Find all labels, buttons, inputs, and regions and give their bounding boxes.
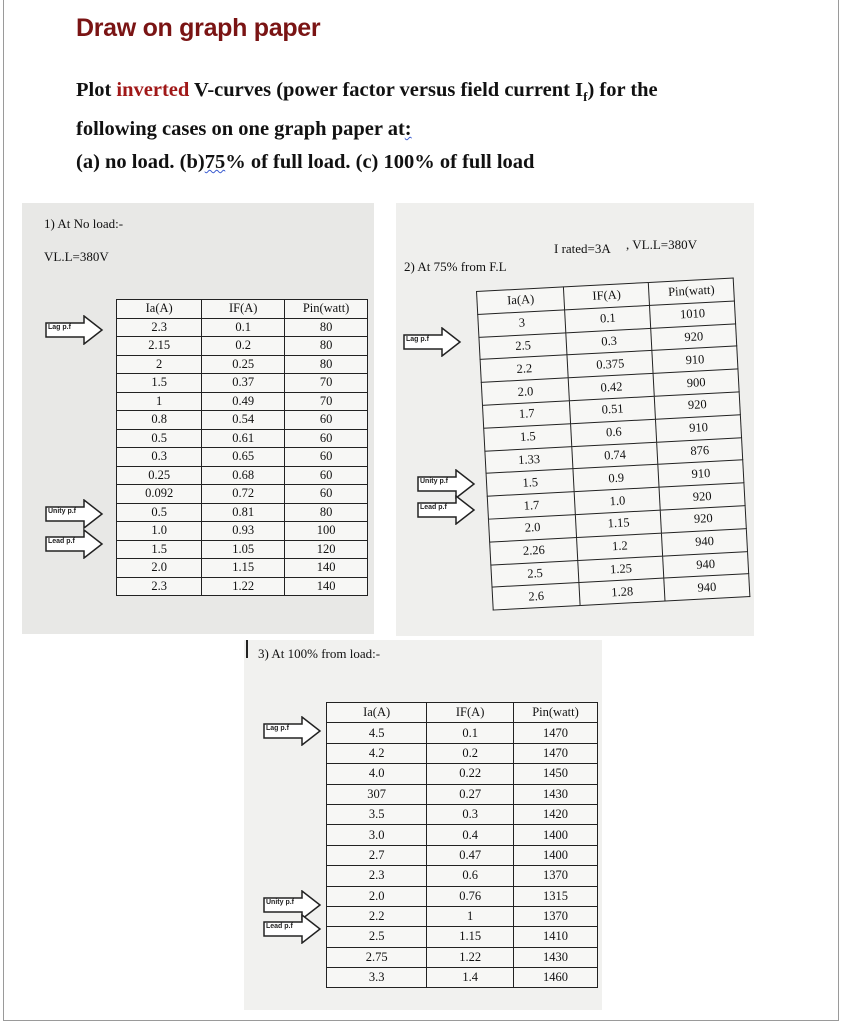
table-row: [327, 845, 598, 865]
table2-title: 2) At 75% from F.L: [404, 259, 507, 274]
ia-cell: 2.5: [327, 927, 427, 947]
col-header-pin: Pin(watt): [648, 278, 734, 305]
if-cell: 0.74: [572, 442, 658, 469]
table-row: [327, 866, 598, 886]
ia-cell: 1.7: [487, 492, 575, 519]
if-cell: 0.54: [202, 411, 285, 430]
full-load-table: [326, 702, 598, 988]
instruction-line-2: following cases on one graph paper at:: [76, 118, 412, 141]
ia-cell: 2.0: [481, 378, 569, 405]
col-header-ia: Ia(A): [117, 300, 202, 319]
if-cell: 0.27: [427, 784, 514, 804]
if-cell: 0.375: [567, 351, 653, 378]
if-cell: 1: [427, 906, 514, 926]
if-cell: 1.28: [579, 578, 665, 605]
ia-cell: 2.3: [327, 866, 427, 886]
if-cell: 1.2: [577, 533, 663, 560]
lead-pf-arrow: Lead p.f: [416, 495, 476, 525]
if-cell: 0.76: [427, 886, 514, 906]
table-row: [327, 968, 598, 988]
if-cell: 1.0: [575, 487, 661, 514]
if-cell: 0.42: [569, 374, 655, 401]
ia-cell: 2.3: [117, 318, 202, 337]
pin-cell: 60: [285, 429, 368, 448]
pin-cell: 1370: [513, 906, 597, 926]
page-heading: Draw on graph paper: [76, 14, 321, 42]
ia-cell: 2: [117, 355, 202, 374]
table-row: [327, 906, 598, 926]
if-cell: 0.6: [427, 866, 514, 886]
pin-cell: 1450: [513, 764, 597, 784]
ia-cell: 2.0: [327, 886, 427, 906]
if-cell: 0.3: [427, 804, 514, 824]
ia-cell: 2.6: [492, 583, 580, 610]
ia-cell: 0.25: [117, 466, 202, 485]
if-cell: 1.15: [427, 927, 514, 947]
table-row: [117, 429, 368, 448]
ia-cell: 1.0: [117, 522, 202, 541]
lead-pf-arrow: Lead p.f: [262, 914, 322, 944]
if-cell: 1.22: [202, 577, 285, 596]
pin-cell: 1010: [650, 301, 736, 328]
pin-cell: 80: [285, 355, 368, 374]
if-cell: 0.2: [202, 337, 285, 356]
col-header-pin: Pin(watt): [513, 703, 597, 723]
table-row: [117, 355, 368, 374]
unity-pf-arrow: Unity p.f: [44, 499, 104, 529]
pin-cell: 920: [659, 483, 745, 510]
pin-cell: 1470: [513, 743, 597, 763]
pin-cell: 60: [285, 485, 368, 504]
ia-cell: 1.33: [485, 446, 573, 473]
pin-cell: 1430: [513, 947, 597, 967]
table-row: [117, 522, 368, 541]
pin-cell: 920: [654, 392, 740, 419]
pin-cell: 70: [285, 374, 368, 393]
if-cell: 0.93: [202, 522, 285, 541]
ia-cell: 1: [117, 392, 202, 411]
ia-cell: 0.5: [117, 429, 202, 448]
if-cell: 1.25: [578, 556, 664, 583]
pin-cell: 876: [657, 437, 743, 464]
ia-cell: 1.5: [484, 423, 572, 450]
ia-cell: 2.7: [327, 845, 427, 865]
pin-cell: 140: [285, 577, 368, 596]
table-row: [327, 886, 598, 906]
table-row: [117, 374, 368, 393]
table-row: [117, 540, 368, 559]
inverted-word: inverted: [116, 79, 190, 101]
if-cell: 1.15: [202, 559, 285, 578]
table-row: [117, 337, 368, 356]
table1-title: 1) At No load:-: [44, 216, 124, 231]
pin-cell: 920: [651, 324, 737, 351]
unity-pf-arrow: Unity p.f: [416, 469, 476, 499]
ia-cell: 4.2: [327, 743, 427, 763]
if-cell: 0.4: [427, 825, 514, 845]
ia-cell: 1.5: [486, 469, 574, 496]
if-cell: 0.9: [573, 465, 659, 492]
table-row: [117, 411, 368, 430]
pin-cell: 60: [285, 466, 368, 485]
if-cell: 0.47: [427, 845, 514, 865]
table-row: [117, 485, 368, 504]
pin-cell: 910: [652, 346, 738, 373]
if-cell: 0.51: [570, 396, 656, 423]
ia-cell: 2.5: [479, 332, 567, 359]
pin-cell: 60: [285, 411, 368, 430]
unity-pf-arrow: Unity p.f: [262, 890, 322, 920]
pin-cell: 1420: [513, 804, 597, 824]
pin-cell: 940: [662, 528, 748, 555]
pin-cell: 1400: [513, 825, 597, 845]
table-row: [117, 318, 368, 337]
if-cell: 0.37: [202, 374, 285, 393]
if-cell: 0.6: [571, 419, 657, 446]
ia-cell: 2.15: [117, 337, 202, 356]
pin-cell: 120: [285, 540, 368, 559]
ia-cell: 2.5: [491, 560, 579, 587]
if-cell: 0.81: [202, 503, 285, 522]
pin-cell: 1460: [513, 968, 597, 988]
if-cell: 0.65: [202, 448, 285, 467]
table-row: [327, 825, 598, 845]
if-cell: 1.4: [427, 968, 514, 988]
table-row: [117, 466, 368, 485]
pin-cell: 80: [285, 337, 368, 356]
table-row: [117, 448, 368, 467]
pin-cell: 1470: [513, 723, 597, 743]
table2-rated-current: I rated=3A: [554, 241, 611, 256]
if-cell: 0.1: [427, 723, 514, 743]
ia-cell: 2.0: [488, 515, 576, 542]
table-row: [117, 577, 368, 596]
table1-voltage: VL.L=380V: [44, 249, 109, 264]
pin-cell: 1430: [513, 784, 597, 804]
ia-cell: 0.8: [117, 411, 202, 430]
pin-cell: 1410: [513, 927, 597, 947]
ia-cell: 1.7: [482, 401, 570, 428]
no-load-table: [116, 299, 368, 596]
pin-cell: 940: [663, 551, 749, 578]
pin-cell: 940: [664, 574, 750, 601]
ia-cell: 0.3: [117, 448, 202, 467]
ia-cell: 2.3: [117, 577, 202, 596]
table-row: [117, 503, 368, 522]
pin-cell: 1315: [513, 886, 597, 906]
if-cell: 1.15: [576, 510, 662, 537]
table3-title: 3) At 100% from load:-: [258, 646, 381, 661]
lead-pf-arrow: Lead p.f: [44, 529, 104, 559]
pin-cell: 910: [658, 460, 744, 487]
table-row: [327, 947, 598, 967]
ia-cell: 2.2: [327, 906, 427, 926]
if-cell: 0.61: [202, 429, 285, 448]
col-header-if: IF(A): [564, 282, 650, 309]
75-percent-load-table: [476, 277, 750, 610]
pin-cell: 1370: [513, 866, 597, 886]
if-cell: 0.72: [202, 485, 285, 504]
col-header-pin: Pin(watt): [285, 300, 368, 319]
ia-cell: 3.0: [327, 825, 427, 845]
if-cell: 1.05: [202, 540, 285, 559]
ia-cell: 307: [327, 784, 427, 804]
ia-cell: 2.26: [490, 537, 578, 564]
ia-cell: 1.5: [117, 540, 202, 559]
table-row: [327, 764, 598, 784]
ia-cell: 3.3: [327, 968, 427, 988]
ia-cell: 2.2: [480, 355, 568, 382]
lag-pf-arrow: Lag p.f: [44, 315, 104, 345]
col-header-ia: Ia(A): [327, 703, 427, 723]
ia-cell: 3: [478, 310, 566, 337]
pin-cell: 70: [285, 392, 368, 411]
pin-cell: 100: [285, 522, 368, 541]
table-row: [117, 559, 368, 578]
if-cell: 0.3: [566, 328, 652, 355]
ia-cell: 4.5: [327, 723, 427, 743]
75-percent-load-photo: [396, 203, 754, 636]
table-row: [327, 784, 598, 804]
ia-cell: 0.092: [117, 485, 202, 504]
full-load-photo: [244, 640, 602, 1010]
lag-pf-arrow: Lag p.f: [262, 716, 322, 746]
pin-cell: 80: [285, 318, 368, 337]
col-header-if: IF(A): [202, 300, 285, 319]
ia-cell: 4.0: [327, 764, 427, 784]
pin-cell: 910: [656, 415, 742, 442]
col-header-ia: Ia(A): [477, 287, 565, 314]
ia-cell: 3.5: [327, 804, 427, 824]
if-cell: 0.1: [202, 318, 285, 337]
pin-cell: 920: [660, 506, 746, 533]
if-cell: 0.2: [427, 743, 514, 763]
table-row: [117, 392, 368, 411]
pin-cell: 60: [285, 448, 368, 467]
table-row: [327, 804, 598, 824]
pin-cell: 1400: [513, 845, 597, 865]
instruction-line-3: (a) no load. (b)75% of full load. (c) 100% of full load: [76, 151, 535, 174]
lag-pf-arrow: Lag p.f: [402, 327, 462, 357]
pin-cell: 900: [653, 369, 739, 396]
ia-cell: 2.0: [117, 559, 202, 578]
if-cell: 1.22: [427, 947, 514, 967]
table-row: [327, 743, 598, 763]
if-cell: 0.49: [202, 392, 285, 411]
ia-cell: 1.5: [117, 374, 202, 393]
instructions: [76, 74, 796, 179]
col-header-if: IF(A): [427, 703, 514, 723]
if-cell: 0.22: [427, 764, 514, 784]
no-load-photo: [22, 203, 374, 634]
if-cell: 0.1: [565, 305, 651, 332]
instruction-line-1: Plot inverted V-curves (power factor versus field current $I_f$) for the: [76, 79, 658, 105]
table-row: [327, 723, 598, 743]
if-cell: 0.68: [202, 466, 285, 485]
pin-cell: 140: [285, 559, 368, 578]
table2-voltage: , VL.L=380V: [626, 237, 698, 252]
table-row: [327, 927, 598, 947]
ia-cell: 2.75: [327, 947, 427, 967]
if-cell: 0.25: [202, 355, 285, 374]
ia-cell: 0.5: [117, 503, 202, 522]
pin-cell: 80: [285, 503, 368, 522]
